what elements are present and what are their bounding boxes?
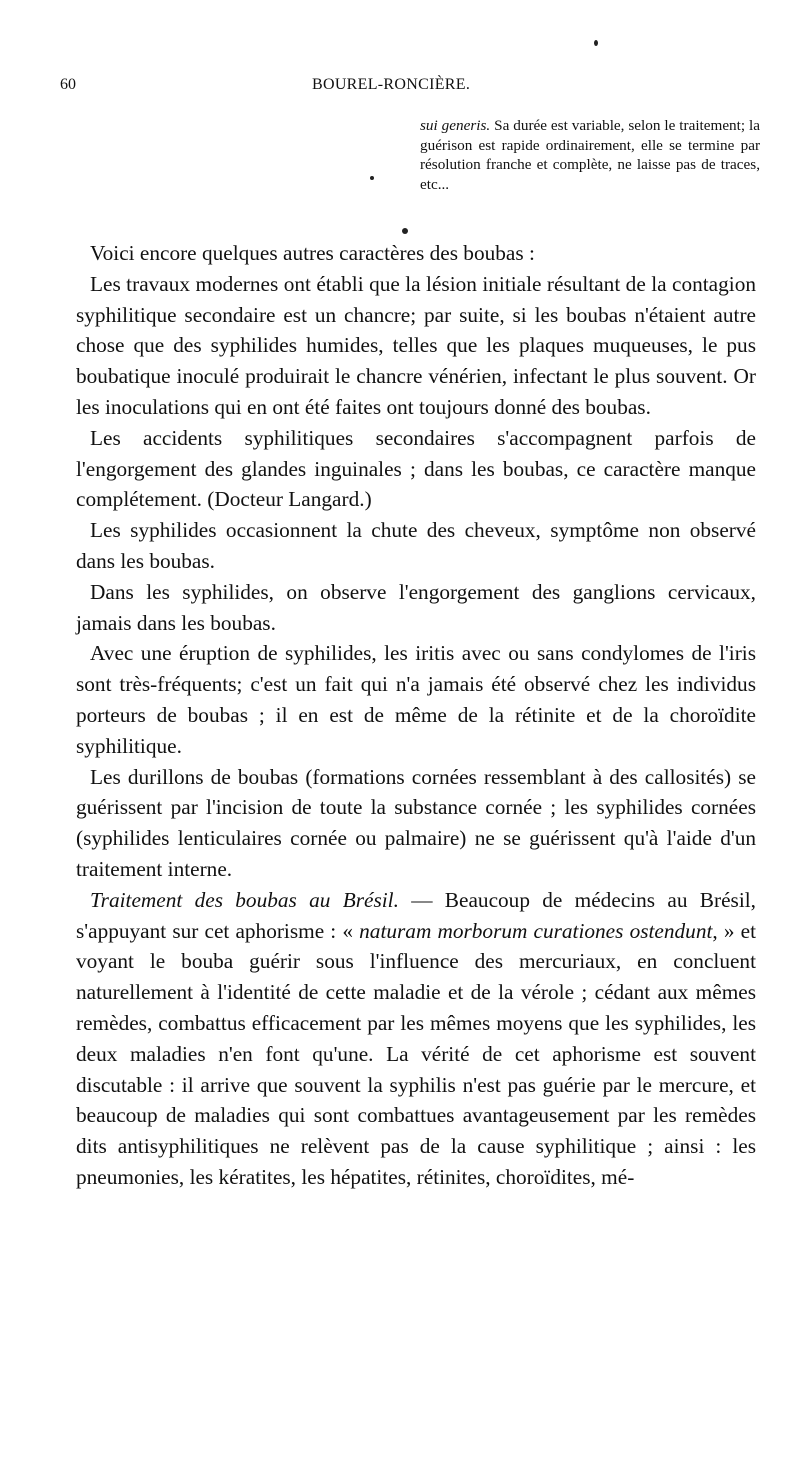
running-head: BOUREL-RONCIÈRE. (312, 76, 471, 93)
paragraph: Dans les syphilides, on observe l'engorgement des ganglions cervicaux, jamais dans les boubas. (76, 579, 756, 635)
footnote-paragraph (420, 116, 760, 194)
page-number: 60 (60, 76, 76, 93)
latin-quote: naturam morborum curationes ostendunt (359, 918, 713, 943)
paragraph: Avec une éruption de syphilides, les iritis avec ou sans condylomes de l'iris sont très-fréquents; c'est un fait qui n'a jamais été observé chez les individus porteurs de boubas ; il en est de même de la rétinite et de la choroïdite syphilitique. (76, 641, 756, 758)
treatment-heading: Traitement des boubas au Brésil. (90, 887, 399, 912)
print-speck (370, 176, 374, 180)
paragraph: Les durillons de boubas (formations cornées ressemblant à des callosités) se guérissent par l'incision de toute la substance cornée ; les syphilides cornées (syphilides lenticulaires cornée ou palmaire) ne se guérissent qu'à l'aide d'un traitement interne. (76, 764, 756, 881)
footnote-text: Sa durée est variable, selon le traitement; la guérison est rapide ordinairement, elle se termine par résolution franche et complète, ne laisse pas de traces, etc... (420, 117, 760, 193)
paragraph: Les travaux modernes ont établi que la lésion initiale résultant de la contagion syphilitique secondaire est un chancre; par suite, si les boubas n'étaient autre chose que des syphilides humides, telles que les plaques muqueuses, le pus boubatique inoculé produirait le chancre vénérien, infectant le plus souvent. Or les inoculations qui en ont été faites ont toujours donné des boubas. (76, 271, 756, 419)
paragraph: Les accidents syphilitiques secondaires s'accompagnent parfois de l'engorgement des glandes inguinales ; dans les boubas, ce caractère manque complétement. (Docteur Langard.) (76, 425, 756, 512)
page-header (60, 76, 760, 98)
treatment-paragraph (76, 885, 756, 1193)
main-text (76, 238, 756, 1193)
print-speck (402, 228, 408, 234)
treatment-text-part2: , » et voyant le bouba guérir sous l'influence des mercuriaux, en concluent naturellement à l'identité de cette maladie et de la vérole ; cédant aux mêmes remèdes, combattus efficacement par les mêmes moyens que les syphilides, les deux maladies n'en font qu'une. La vérité de cet aphorisme est souvent discutable : il arrive que souvent la syphilis n'est pas guérie par le mercure, et beaucoup de maladies qui sont combattues avantageusement par les remèdes dits antisyphilitiques ne relèvent pas de la cause syphilitique ; ainsi : les pneumonies, les kératites, les hépatites, rétinites, choroïdites, mé- (76, 918, 757, 1189)
print-speck (594, 40, 598, 46)
footnote-italic-lead: sui generis. (420, 117, 491, 134)
treatment-text-part1: — Beaucoup de médecins au Brésil, s'appuyant sur cet aphorisme : « (76, 887, 756, 943)
paragraph: Voici encore quelques autres caractères des boubas : (90, 241, 535, 265)
footnote (420, 116, 760, 194)
paragraph: Les syphilides occasionnent la chute des cheveux, symptôme non observé dans les boubas. (76, 518, 756, 573)
